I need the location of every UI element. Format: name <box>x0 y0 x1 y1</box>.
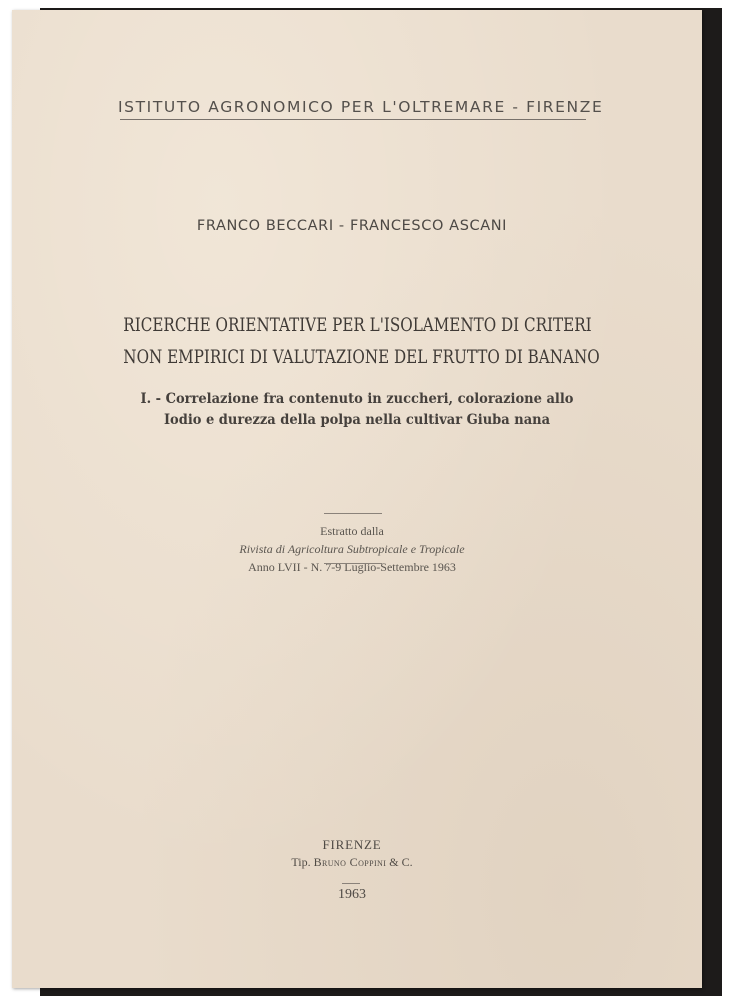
imprint-rule <box>342 883 360 884</box>
extract-prefix: Estratto dalla <box>320 524 384 538</box>
extract-issue: Anno LVII - N. 7-9 Luglio-Settembre 1963 <box>248 560 456 574</box>
imprint <box>202 836 502 904</box>
extract-bottom-rule <box>324 563 382 564</box>
extract-source <box>132 522 572 558</box>
document-page <box>12 10 702 988</box>
subtitle-line: Iodio e durezza della polpa nella cultivar Giuba nana <box>163 412 551 428</box>
imprint-printer <box>202 854 502 870</box>
journal-name: Rivista di Agricoltura Subtropicale e Tropicale <box>239 542 465 556</box>
printer-name: Bruno Coppini <box>313 855 387 869</box>
extract-note <box>132 522 572 576</box>
printer-prefix: Tip. <box>291 855 311 869</box>
authors-line: FRANCO BECCARI - FRANCESCO ASCANI <box>196 218 508 234</box>
document-title <box>123 310 600 374</box>
title-line: RICERCHE ORIENTATIVE PER L'ISOLAMENTO DI CRITERI <box>123 315 592 336</box>
header-underline <box>120 119 586 120</box>
institute-header: ISTITUTO AGRONOMICO PER L'OLTREMARE - FIRENZE <box>118 98 604 116</box>
subtitle-line: I. - Correlazione fra contenuto in zuccheri, colorazione allo <box>140 391 574 407</box>
extract-top-rule <box>324 513 382 514</box>
printer-suffix: & C. <box>389 855 413 869</box>
document-subtitle <box>120 389 594 431</box>
imprint-year: 1963 <box>338 887 366 902</box>
title-line: NON EMPIRICI DI VALUTAZIONE DEL FRUTTO DI BANANO <box>123 347 600 368</box>
imprint-city: FIRENZE <box>322 837 382 852</box>
